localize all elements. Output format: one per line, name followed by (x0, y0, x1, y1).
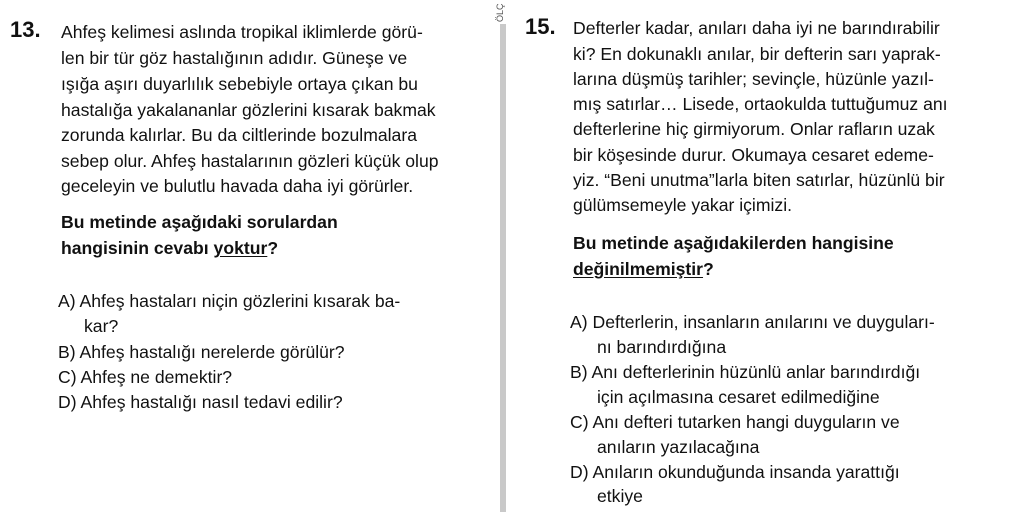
question-stem-line (573, 257, 714, 281)
question-stem-line (61, 236, 278, 260)
paragraph-line: Ahfeş kelimesi aslında tropikal iklimlerde görü- (61, 22, 423, 42)
option-text: Anı defteri tutarken hangi duyguların ve (592, 412, 900, 432)
option-line: için açılmasına cesaret edilmediğine (597, 387, 880, 407)
option-line: etkiye (597, 486, 643, 506)
question-number: 15. (525, 14, 556, 39)
option-letter: C) (570, 412, 589, 432)
option-letter: B) (58, 342, 76, 362)
option-letter: B) (570, 362, 588, 382)
question-mark: ? (703, 259, 714, 279)
underlined-keyword: değinilmemiştir (573, 259, 704, 279)
option-line (570, 310, 935, 334)
paragraph-line: ışığa aşırı duyarlılık sebebiyle ortaya çıkan bu (61, 74, 418, 94)
paragraph-line: gülümsemeyle yakar içimizi. (573, 195, 793, 215)
option-line: nı barındırdığına (597, 337, 727, 357)
option-text: Ahfeş ne demektir? (80, 367, 233, 387)
option-line (58, 365, 232, 389)
paragraph-line: bir köşesinde durur. Okumaya cesaret edeme- (573, 145, 934, 165)
option-letter: C) (58, 367, 77, 387)
paragraph-line: larına düşmüş tarihler; sevinçle, hüzünle yazıl- (573, 69, 934, 89)
option-letter: D) (58, 392, 77, 412)
underlined-keyword: yoktur (213, 238, 268, 258)
question-stem-line: Bu metinde aşağıdaki sorulardan (61, 212, 338, 232)
paragraph-line: geceleyin ve bulutlu havada daha iyi görürler. (61, 176, 414, 196)
paragraph-line: ki? En dokunaklı anılar, bir defterin sarı yaprak- (573, 44, 941, 64)
paragraph-line: sebep olur. Ahfeş hastalarının gözleri küçük olup (61, 151, 439, 171)
column-divider (500, 24, 506, 512)
option-line (58, 390, 343, 414)
question-number: 13. (10, 17, 41, 42)
option-line: anıların yazılacağına (597, 437, 760, 457)
option-letter: A) (570, 312, 588, 332)
page-tag: ÖLÇ (495, 3, 505, 22)
option-text: Ahfeş hastalığı nerelerde görülür? (79, 342, 345, 362)
question-mark: ? (267, 238, 279, 258)
option-line (570, 460, 900, 484)
option-line (570, 410, 900, 434)
paragraph-line: yiz. “Beni unutma”larla biten satırlar, hüzünlü bir (573, 170, 945, 190)
question-stem-line: Bu metinde aşağıdakilerden hangisine (573, 233, 894, 253)
paragraph-line: defterlerine hiç girmiyorum. Onlar rafların uzak (573, 119, 935, 139)
option-line (58, 340, 345, 364)
option-text: Anıların okunduğunda insanda yarattığı (592, 462, 900, 482)
option-letter: A) (58, 291, 76, 311)
paragraph-line: zorunda kalırlar. Bu da ciltlerinde bozulmalara (61, 125, 417, 145)
option-line (570, 360, 920, 384)
option-letter: D) (570, 462, 589, 482)
option-line: kar? (84, 316, 119, 336)
option-text: Ahfeş hastalığı nasıl tedavi edilir? (80, 392, 343, 412)
paragraph-line: hastalığa yakalananlar gözlerini kısarak bakmak (61, 100, 436, 120)
question-stem-text: hangisinin cevabı (61, 238, 214, 258)
option-text: Ahfeş hastaları niçin gözlerini kısarak ba- (79, 291, 401, 311)
option-text: Anı defterlerinin hüzünlü anlar barındırdığı (591, 362, 921, 382)
option-line (58, 289, 400, 313)
paragraph-line: Defterler kadar, anıları daha iyi ne barındırabilir (573, 18, 940, 38)
option-text: Defterlerin, insanların anılarını ve duyguları- (592, 312, 935, 332)
paragraph-line: len bir tür göz hastalığının adıdır. Güneşe ve (61, 48, 408, 68)
paragraph-line: mış satırlar… Lisede, ortaokulda tuttuğumuz anı (573, 94, 948, 114)
